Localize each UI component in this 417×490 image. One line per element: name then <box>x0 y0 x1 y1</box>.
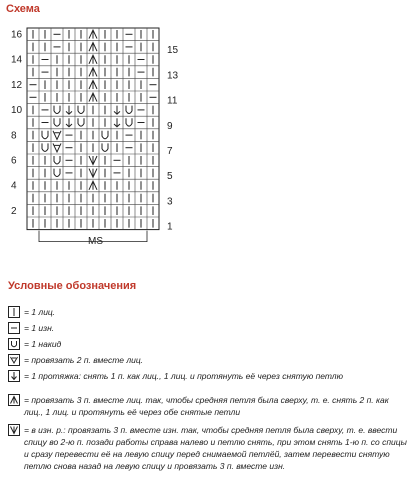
legend-title: Условные обозначения <box>8 280 137 292</box>
row-number-left: 6 <box>11 155 17 167</box>
row-number-right: 1 <box>167 221 173 233</box>
row-number-left: 2 <box>11 205 17 217</box>
row-number-right: 5 <box>167 171 173 183</box>
knit-icon <box>8 306 20 318</box>
legend-item-yarn-over <box>8 338 408 350</box>
row-number-right: 13 <box>167 70 179 82</box>
row-number-left: 10 <box>11 105 23 117</box>
legend-text: = в изн. р.: провязать 3 п. вместе изн. так, чтобы средняя петля была сверху, т. е. ввести спицу во 2-ю п. позади работы справа налево и петлю снять, при этом снять 1-ю п. со спицы и сразу перевести её на левую спицу перед снимаемой петлёй, затем перевести снятую петлю снова назад на левую спицу и провязать 3 п. вместе изн. <box>24 425 407 471</box>
legend-text: = 1 накид <box>24 339 62 349</box>
legend-item-k3tog <box>8 394 408 418</box>
k2tog-icon <box>8 354 20 366</box>
row-number-left: 16 <box>11 29 23 41</box>
legend-text: = провязать 2 п. вместе лиц. <box>24 355 144 365</box>
row-number-left: 14 <box>11 54 23 66</box>
legend-item-k2tog <box>8 354 408 366</box>
row-number-right: 15 <box>167 45 179 57</box>
legend-text: = 1 изн. <box>24 323 55 333</box>
pull-through-icon <box>8 370 20 382</box>
purl-icon <box>8 322 20 334</box>
legend-item-pull-through <box>8 370 408 382</box>
row-number-left: 8 <box>11 130 17 142</box>
p3tog-center-icon <box>8 424 20 436</box>
legend-text: = провязать 3 п. вместе лиц. так, чтобы средняя петля была сверху, т. е. снять 2 п. как лиц., 1 лиц. и протянуть её через обе снятые петли <box>24 395 389 417</box>
row-number-right: 3 <box>167 196 173 208</box>
ms-label: MS <box>88 236 103 247</box>
yarn-over-icon <box>8 338 20 350</box>
row-number-right: 11 <box>167 95 178 107</box>
legend-item-p3tog <box>8 424 408 472</box>
legend-text: = 1 лиц. <box>24 307 56 317</box>
row-number-right: 9 <box>167 120 173 132</box>
row-number-right: 7 <box>167 146 173 157</box>
row-number-left: 12 <box>11 79 23 91</box>
legend-text: = 1 протяжка: снять 1 п. как лиц., 1 лиц. и протянуть её через снятую петлю <box>24 371 343 381</box>
legend-item-purl <box>8 322 408 334</box>
k3tog-center-icon <box>8 394 20 406</box>
row-number-left: 4 <box>11 180 17 192</box>
legend-item-knit <box>8 306 408 318</box>
chart-title: Схема <box>6 3 40 15</box>
